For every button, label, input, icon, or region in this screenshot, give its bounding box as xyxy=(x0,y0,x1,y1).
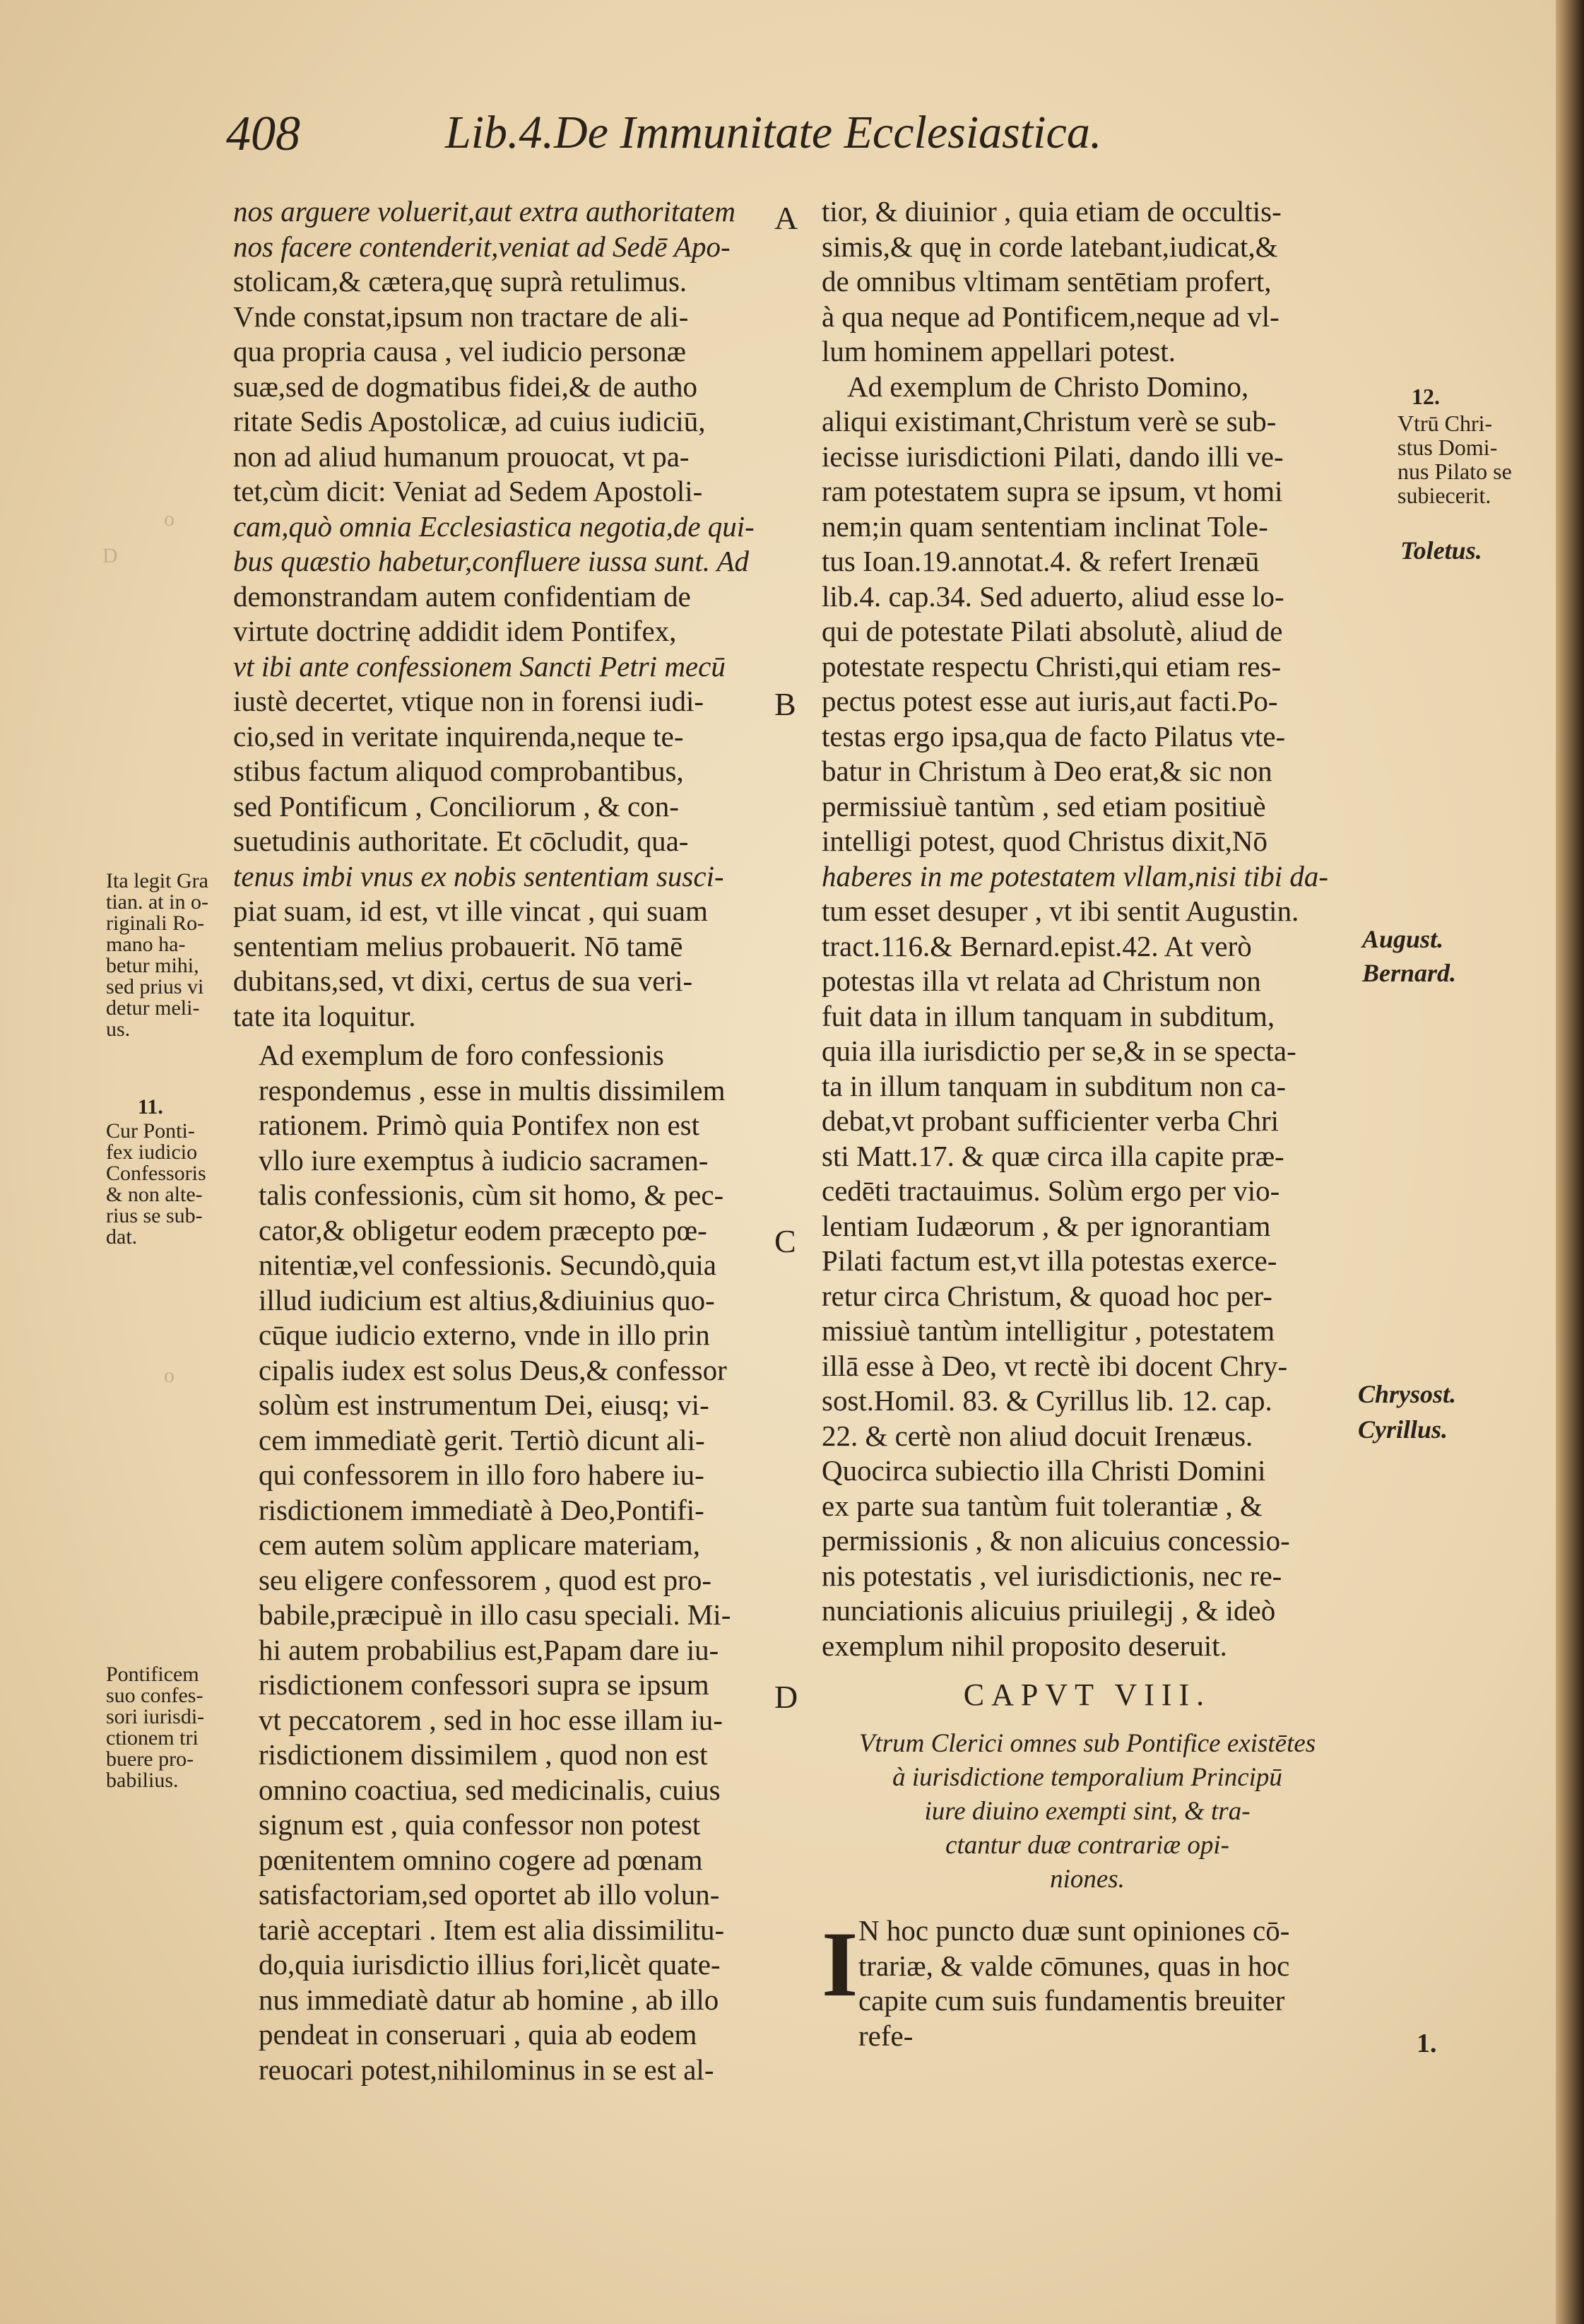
text-line: cator,& obligetur eodem præcepto pœ- xyxy=(259,1213,707,1246)
marginal-line: tian. at in o- xyxy=(106,890,208,914)
text-line: omnino coactiua, sed medicinalis, cuius xyxy=(259,1773,721,1806)
marginal-author-bernard: Bernard. xyxy=(1362,959,1457,987)
text-line: risdictionem confessori supra se ipsum xyxy=(259,1668,709,1701)
marginal-line: sed prius vi xyxy=(106,975,204,998)
left-marginal-number-11: 11. xyxy=(138,1095,163,1119)
text-line: Pilati factum est,vt illa potestas exerce- xyxy=(822,1244,1277,1277)
text-line: ram potestatem supra se ipsum, vt homi xyxy=(822,475,1283,507)
text-line: vllo iure exemptus à iudicio sacramen- xyxy=(259,1143,709,1176)
text-line: à qua neque ad Pontificem,neque ad vl- xyxy=(822,300,1279,333)
text-line: potestate respectu Christi,qui etiam res- xyxy=(822,649,1282,683)
section-marker-b: B xyxy=(774,686,796,722)
text-line: batur in Christum à Deo erat,& sic non xyxy=(822,755,1272,787)
text-line: trariæ, & valde cōmunes, quas in hoc xyxy=(858,1949,1290,1982)
text-line: bus quæstio habetur,confluere iussa sunt. Ad xyxy=(233,545,750,577)
text-line: iure diuino exempti sint, & tra- xyxy=(924,1797,1251,1826)
text-line: ritate Sedis Apostolicæ, ad cuius iudiciū, xyxy=(233,405,706,437)
text-line: aliqui existimant,Christum verè se sub- xyxy=(822,405,1277,437)
text-line: seu eligere confessorem , quod est pro- xyxy=(259,1563,711,1596)
text-line: à iurisdictione temporalium Principū xyxy=(892,1763,1282,1792)
bleed-through-mark-1: o xyxy=(164,507,175,531)
text-line: Vnde constat,ipsum non tractare de ali- xyxy=(233,300,689,333)
text-line: nunciationis alicuius priuilegij , & ideò xyxy=(822,1594,1276,1627)
marginal-line: betur mihi, xyxy=(106,954,199,977)
text-line: Vtrum Clerici omnes sub Pontifice existētes xyxy=(858,1729,1316,1758)
text-line: lum hominem appellari potest. xyxy=(822,335,1176,367)
text-line: iecisse iurisdictioni Pilati, dando illi ve- xyxy=(822,440,1284,473)
text-line: intelligi potest, quod Christus dixit,Nō xyxy=(822,825,1267,857)
marginal-line: sori iurisdi- xyxy=(106,1705,205,1728)
text-line: testas ergo ipsa,qua de facto Pilatus vte- xyxy=(822,719,1286,753)
page-edge-shadow xyxy=(1556,0,1584,2324)
text-line: nitentiæ,vel confessionis. Secundò,quia xyxy=(259,1249,716,1281)
text-line: niones. xyxy=(1050,1865,1125,1894)
marginal-line: buere pro- xyxy=(106,1747,194,1771)
text-line: nem;in quam sententiam inclinat Tole- xyxy=(822,509,1268,543)
marginal-line: riginali Ro- xyxy=(106,912,205,935)
text-line: reuocari potest,nihilominus in se est al- xyxy=(259,2053,714,2086)
text-line: tum esset desuper , vt ibi sentit Augustin. xyxy=(822,895,1299,927)
text-line: qui de potestate Pilati absolutè, aliud de xyxy=(822,615,1283,647)
text-line: signum est , quia confessor non potest xyxy=(259,1808,701,1841)
text-line: ctantur duæ contrariæ opi- xyxy=(945,1831,1229,1860)
text-line: risdictionem dissimilem , quod non est xyxy=(259,1738,708,1771)
text-line: tenus imbi vnus ex nobis sententiam susci- xyxy=(233,859,724,892)
text-line: cem autem solùm applicare materiam, xyxy=(259,1528,700,1561)
text-line: nis potestatis , vel iurisdictionis, nec re- xyxy=(822,1559,1282,1592)
text-line: sed Pontificum , Conciliorum , & con- xyxy=(233,789,679,822)
marginal-line: Ita legit Gra xyxy=(106,869,208,892)
chapter-heading: CAPVT VIII. xyxy=(963,1677,1212,1712)
marginal-author-augustin: August. xyxy=(1362,925,1444,953)
text-line: capite cum suis fundamentis breuiter xyxy=(858,1984,1285,2017)
text-line: tior, & diuinior , quia etiam de occultis- xyxy=(822,195,1282,228)
text-line: Quocirca subiectio illa Christi Domini xyxy=(822,1454,1266,1487)
text-line: exemplum nihil proposito deseruit. xyxy=(822,1629,1227,1662)
text-line: suæ,sed de dogmatibus fidei,& de autho xyxy=(233,370,698,403)
text-line: debat,vt probant sufficienter verba Chri xyxy=(822,1104,1279,1137)
text-line: satisfactoriam,sed oportet ab illo volun- xyxy=(259,1878,720,1911)
text-line: non ad aliud humanum prouocat, vt pa- xyxy=(233,440,690,473)
text-line: N hoc puncto duæ sunt opiniones cō- xyxy=(858,1914,1290,1947)
text-line: simis,& quę in corde latebant,iudicat,& xyxy=(822,230,1278,263)
left-marginal-note-1 xyxy=(106,871,208,1040)
marginal-line: detur meli- xyxy=(106,996,200,1020)
text-line: sti Matt.17. & quæ circa illa capite præ- xyxy=(822,1139,1284,1172)
right-paragraph-1 xyxy=(822,194,1353,370)
running-header xyxy=(226,106,1145,163)
text-line: nus immediatè datur ab homine , ab illo xyxy=(259,1983,719,2016)
text-line: piat suam, id est, vt ille vincat , qui suam xyxy=(233,895,708,927)
marginal-line: & non alte- xyxy=(106,1183,203,1206)
text-line: nos facere contenderit,veniat ad Sedē Apo- xyxy=(233,230,731,263)
marginal-line: Cur Ponti- xyxy=(106,1119,195,1143)
marginal-line: Pontificem xyxy=(106,1663,199,1686)
text-line: stibus factum aliquod comprobantibus, xyxy=(233,755,684,787)
marginal-line: Confessoris xyxy=(106,1162,206,1185)
marginal-line: us. xyxy=(106,1018,131,1041)
marginal-author-chrysostom: Chrysost. xyxy=(1358,1380,1457,1408)
text-line: cūque iudicio externo, vnde in illo prin xyxy=(259,1319,710,1351)
text-line: retur circa Christum, & quoad hoc per- xyxy=(822,1279,1272,1312)
text-line: illud iudicium est altius,&diuinius quo- xyxy=(259,1283,715,1316)
marginal-line: fex iudicio xyxy=(106,1140,198,1164)
text-line: suetudinis authoritate. Et cōcludit, qua- xyxy=(233,825,689,857)
text-line: sententiam melius probauerit. Nō tamē xyxy=(233,929,683,962)
text-line: lib.4. cap.34. Sed aduerto, aliud esse lo- xyxy=(822,579,1284,613)
right-paragraph-3 xyxy=(822,1913,1353,2053)
marginal-line: ctionem tri xyxy=(106,1726,199,1750)
text-line: qua propria causa , vel iudicio personæ xyxy=(233,335,687,367)
marginal-line: babilius. xyxy=(106,1769,179,1792)
left-column xyxy=(233,194,762,2087)
right-marginal-number-1: 1. xyxy=(1417,2029,1437,2058)
text-line: tract.116.& Bernard.epist.42. At verò xyxy=(822,929,1252,962)
section-marker-d: D xyxy=(774,1679,798,1715)
bleed-through-mark-3: o xyxy=(164,1364,175,1387)
text-line: 22. & certè non aliud docuit Irenæus. xyxy=(822,1419,1253,1452)
left-paragraph-2 xyxy=(233,1038,762,2087)
section-marker-a: A xyxy=(774,200,798,236)
text-line: permissiuè tantùm , sed etiam positiuè xyxy=(822,789,1266,822)
text-line: nos arguere voluerit,aut extra authoritatem xyxy=(233,195,735,228)
text-line: permissionis , & non alicuius concessio- xyxy=(822,1524,1290,1557)
text-line: cipalis iudex est solus Deus,& confessor xyxy=(259,1353,727,1386)
text-line: risdictionem immediatè à Deo,Pontifi- xyxy=(259,1493,704,1526)
left-marginal-note-3 xyxy=(106,1664,204,1791)
text-line: refe- xyxy=(858,2019,914,2052)
text-line: quia illa iurisdictio per se,& in se specta- xyxy=(822,1034,1296,1067)
text-line: tus Ioan.19.annotat.4. & refert Irenæū xyxy=(822,545,1260,577)
text-line: cam,quò omnia Ecclesiastica negotia,de qui- xyxy=(233,509,755,543)
text-line: vt ibi ante confessionem Sancti Petri mecū xyxy=(233,649,726,683)
marginal-line: mano ha- xyxy=(106,933,186,956)
text-line: cem immediatè gerit. Tertiò dicunt ali- xyxy=(259,1423,705,1456)
text-line: virtute doctrinę addidit idem Pontifex, xyxy=(233,615,677,647)
right-marginal-note-1 xyxy=(1397,384,1512,507)
text-line: fuit data in illum tanquam in subditum, xyxy=(822,999,1275,1032)
text-line: de omnibus vltimam sentētiam profert, xyxy=(822,265,1272,297)
section-marker-c: C xyxy=(774,1223,796,1259)
text-line: ta in illum tanquam in subditum non ca- xyxy=(822,1069,1287,1102)
text-line: dubitans,sed, vt dixi, certus de sua veri- xyxy=(233,965,693,997)
text-line: pectus potest esse aut iuris,aut facti.Po- xyxy=(822,685,1278,717)
text-line: talis confessionis, cùm sit homo, & pec- xyxy=(259,1179,724,1211)
left-paragraph-1 xyxy=(233,194,762,1034)
text-line: haberes in me potestatem vllam,nisi tibi da- xyxy=(822,859,1329,892)
text-line: Ad exemplum de Christo Domino, xyxy=(847,370,1249,403)
text-line: stolicam,& cætera,quę suprà retulimus. xyxy=(233,265,687,297)
text-line: rationem. Primò quia Pontifex non est xyxy=(259,1109,700,1141)
text-line: ex parte sua tantùm fuit tolerantiæ , & xyxy=(822,1489,1263,1522)
text-line: cio,sed in veritate inquirenda,neque te- xyxy=(233,719,684,753)
marginal-author-toletus: Toletus. xyxy=(1400,536,1482,565)
text-line: solùm est instrumentum Dei, eiusq; vi- xyxy=(259,1388,709,1421)
text-line: respondemus , esse in multis dissimilem xyxy=(259,1073,726,1107)
text-line: babile,præcipuè in illo casu speciali. Mi- xyxy=(259,1598,731,1631)
marginal-line: stus Domi- xyxy=(1397,435,1498,460)
bleed-through-mark-2: D xyxy=(102,544,118,567)
text-line: potestas illa vt relata ad Christum non xyxy=(822,965,1261,997)
marginal-line: subiecerit. xyxy=(1397,483,1491,508)
text-line: tariè acceptari . Item est alia dissimilitu- xyxy=(259,1913,725,1946)
text-line: do,quia iurisdictio illius fori,licèt quate- xyxy=(259,1948,721,1981)
marginal-line: dat. xyxy=(106,1225,138,1249)
text-line: illā esse à Deo, vt rectè ibi docent Chry- xyxy=(822,1349,1288,1382)
text-line: Ad exemplum de foro confessionis xyxy=(259,1039,664,1071)
text-line: sost.Homil. 83. & Cyrillus lib. 12. cap. xyxy=(822,1384,1272,1417)
marginal-line: rius se sub- xyxy=(106,1204,203,1227)
text-line: tet,cùm dicit: Veniat ad Sedem Apostoli- xyxy=(233,475,703,507)
chapter-title xyxy=(822,1727,1353,1897)
text-line: missiuè tantùm intelligitur , potestatem xyxy=(822,1314,1275,1347)
text-line: hi autem probabilius est,Papam dare iu- xyxy=(259,1633,719,1666)
text-line: iustè decertet, vtique non in forensi iudi- xyxy=(233,685,704,717)
right-paragraph-2 xyxy=(822,370,1353,1664)
text-line: cedēti tractauimus. Solùm ergo per vio- xyxy=(822,1174,1280,1207)
drop-cap: I xyxy=(822,1912,858,2016)
text-line: tate ita loquitur. xyxy=(233,999,416,1032)
text-line: pœnitentem omnino cogere ad pœnam xyxy=(259,1843,703,1876)
text-line: vt peccatorem , sed in hoc esse illam iu- xyxy=(259,1703,723,1736)
marginal-line: nus Pilato se xyxy=(1397,459,1512,484)
page-number: 408 xyxy=(226,107,300,161)
right-marginal-number-12: 12. xyxy=(1412,384,1440,409)
marginal-line: suo confes- xyxy=(106,1684,203,1707)
right-column xyxy=(822,194,1353,2053)
marginal-line: Vtrū Chri- xyxy=(1397,411,1493,436)
marginal-author-cyrillus: Cyrillus. xyxy=(1358,1415,1448,1444)
left-marginal-note-2 xyxy=(106,1097,206,1248)
text-line: qui confessorem in illo foro habere iu- xyxy=(259,1458,704,1491)
text-line: pendeat in conseruari , quia ab eodem xyxy=(259,2018,697,2051)
text-line: demonstrandam autem confidentiam de xyxy=(233,579,691,613)
text-line: lentiam Iudæorum , & per ignorantiam xyxy=(822,1209,1271,1242)
running-title: Lib.4.De Immunitate Ecclesiastica. xyxy=(445,107,1102,158)
